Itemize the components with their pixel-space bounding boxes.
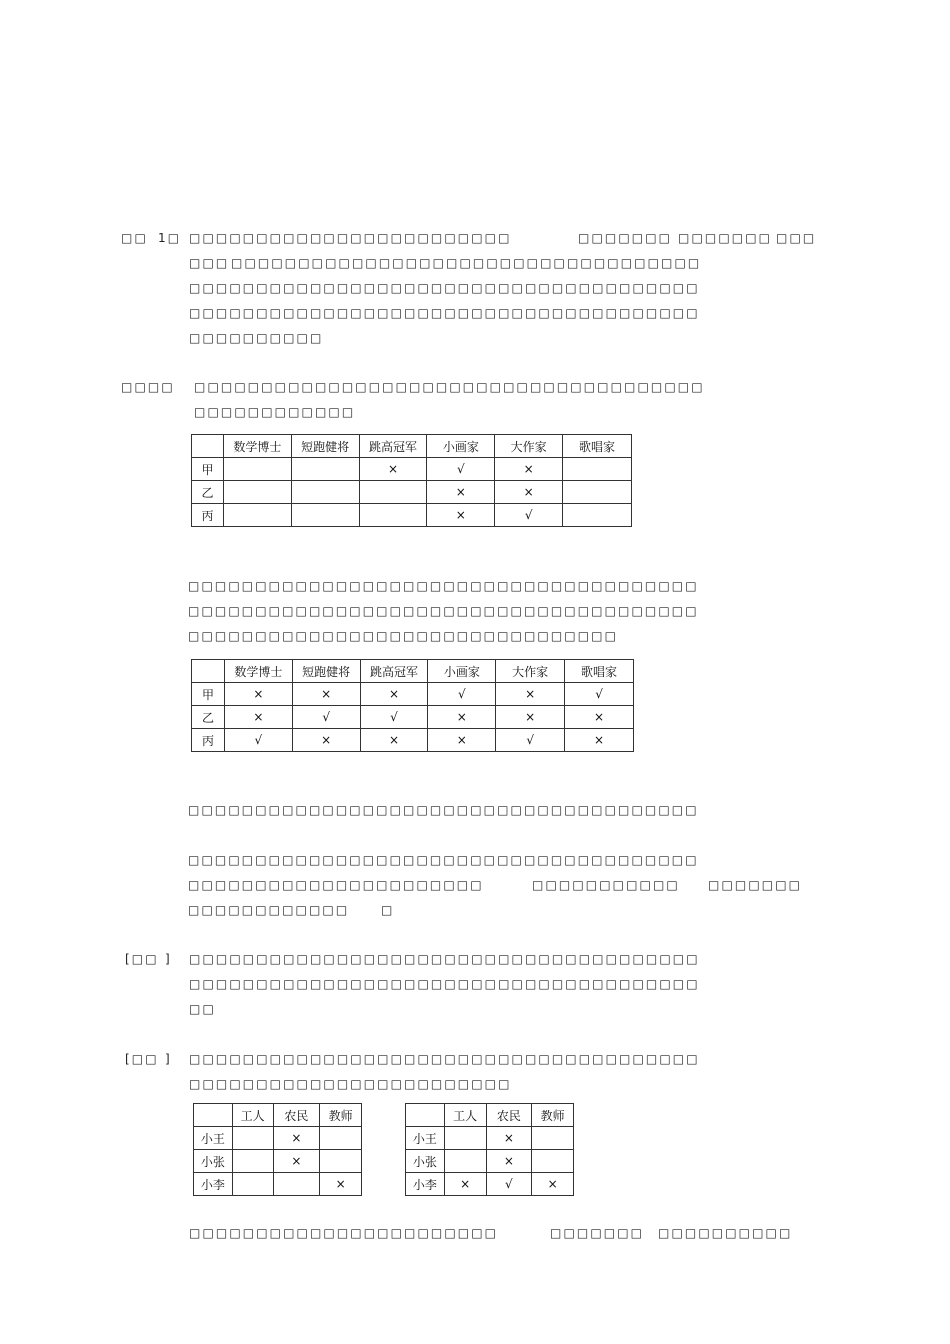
block6-label: [□□ xyxy=(125,1052,159,1066)
header-cell: 小画家 xyxy=(428,660,496,683)
table-cell: √ xyxy=(565,683,634,706)
table-cell xyxy=(444,1150,486,1173)
table-cell: × xyxy=(292,729,360,752)
table-cell: × xyxy=(273,1150,320,1173)
table-cell xyxy=(532,1150,574,1173)
header-cell: 教师 xyxy=(320,1104,362,1127)
table-cell: × xyxy=(428,729,496,752)
table-cell: × xyxy=(360,729,428,752)
header-cell: 工人 xyxy=(232,1104,273,1127)
table-cell: √ xyxy=(495,504,563,527)
table-cell: √ xyxy=(428,683,496,706)
table-cell xyxy=(359,504,427,527)
header-cell: 跳高冠军 xyxy=(359,435,427,458)
para4-line-2-a: □□□□□□□□□□□□□□□□□□□□□□ xyxy=(188,878,484,892)
table-cell: × xyxy=(427,481,495,504)
row-header: 小李 xyxy=(406,1173,445,1196)
table-cell: × xyxy=(495,481,563,504)
table-cell: √ xyxy=(486,1173,532,1196)
block6-line-2: □□□□□□□□□□□□□□□□□□□□□□□□ xyxy=(189,1077,512,1091)
header-cell xyxy=(192,660,225,683)
row-header: 小李 xyxy=(194,1173,233,1196)
example-line-1-d: □□□ xyxy=(776,231,817,245)
table-cell xyxy=(232,1127,273,1150)
para7-line-1-a: □□□□□□□□□□□□□□□□□□□□□□□ xyxy=(189,1226,499,1240)
row-header: 小张 xyxy=(406,1150,445,1173)
block5-line-1: □□□□□□□□□□□□□□□□□□□□□□□□□□□□□□□□□□□□□□ xyxy=(189,952,700,966)
table-cell: × xyxy=(565,706,634,729)
table-cell: × xyxy=(292,683,360,706)
block5-label: [□□ xyxy=(125,952,159,966)
table-jobs-solved xyxy=(405,1103,574,1196)
table-header-row xyxy=(406,1104,574,1127)
example-label: □□ xyxy=(121,231,148,245)
table-row xyxy=(192,458,632,481)
table-row xyxy=(406,1127,574,1150)
table-cell xyxy=(563,504,632,527)
table-jobs-initial xyxy=(193,1103,362,1196)
table-cell xyxy=(223,458,291,481)
table-cell: √ xyxy=(496,729,565,752)
table-header-row xyxy=(192,435,632,458)
para4-line-1: □□□□□□□□□□□□□□□□□□□□□□□□□□□□□□□□□□□□□□ xyxy=(188,853,699,867)
header-cell: 工人 xyxy=(444,1104,486,1127)
table-row xyxy=(406,1150,574,1173)
analysis-line-2: □□□□□□□□□□□□ xyxy=(194,405,356,419)
header-cell: 歌唱家 xyxy=(563,435,632,458)
table-row xyxy=(192,729,634,752)
block6-line-1: □□□□□□□□□□□□□□□□□□□□□□□□□□□□□□□□□□□□□□ xyxy=(189,1052,700,1066)
table-row xyxy=(406,1173,574,1196)
table-cell: × xyxy=(428,706,496,729)
row-header: 小王 xyxy=(194,1127,233,1150)
table-cell: × xyxy=(320,1173,362,1196)
table-cell: √ xyxy=(360,706,428,729)
table-cell: × xyxy=(486,1150,532,1173)
header-cell: 农民 xyxy=(273,1104,320,1127)
header-cell: 跳高冠军 xyxy=(360,660,428,683)
header-cell: 短跑健将 xyxy=(291,435,359,458)
example-line-1-b: □□□□□□□ xyxy=(578,231,673,245)
header-cell: 教师 xyxy=(532,1104,574,1127)
example-line-5: □□□□□□□□□□ xyxy=(189,331,324,345)
table-cell: × xyxy=(224,683,292,706)
analysis-line-1: □□□□□□□□□□□□□□□□□□□□□□□□□□□□□□□□□□□□□□ xyxy=(194,380,705,394)
block5-bracket: ] xyxy=(165,952,172,966)
table-row xyxy=(194,1173,362,1196)
table-talents-initial xyxy=(191,434,632,527)
table-cell: × xyxy=(486,1127,532,1150)
table-cell xyxy=(291,504,359,527)
header-cell xyxy=(194,1104,233,1127)
table-cell xyxy=(223,481,291,504)
row-header: 小张 xyxy=(194,1150,233,1173)
header-cell: 大作家 xyxy=(496,660,565,683)
para4-line-2-b: □□□□□□□□□□□ xyxy=(532,878,680,892)
example-line-1-c: □□□□□□□ xyxy=(678,231,773,245)
header-cell: 短跑健将 xyxy=(292,660,360,683)
table-talents-solved xyxy=(191,659,634,752)
table-header-row xyxy=(192,660,634,683)
table-cell: √ xyxy=(224,729,292,752)
para7-line-1-c: □□□□□□□□□□ xyxy=(658,1226,793,1240)
example-line-2-b: □□□□□□□□□□□□□□□□□□□□□□□□□□□□□□□□□□□ xyxy=(231,256,702,270)
example-number: 1□ xyxy=(158,231,182,245)
table-cell xyxy=(563,458,632,481)
para2-line-2: □□□□□□□□□□□□□□□□□□□□□□□□□□□□□□□□□□□□□□ xyxy=(188,604,699,618)
row-header: 丙 xyxy=(192,504,224,527)
table-cell xyxy=(273,1173,320,1196)
table-cell: × xyxy=(427,504,495,527)
header-cell: 数学博士 xyxy=(223,435,291,458)
table-row xyxy=(192,706,634,729)
table-row xyxy=(194,1150,362,1173)
table-cell: × xyxy=(444,1173,486,1196)
table-cell: × xyxy=(496,706,565,729)
para4-line-3-b: □ xyxy=(381,903,395,917)
table-row xyxy=(192,683,634,706)
table-cell xyxy=(563,481,632,504)
para2-line-3: □□□□□□□□□□□□□□□□□□□□□□□□□□□□□□□□ xyxy=(188,629,619,643)
table-row xyxy=(192,504,632,527)
block5-line-3: □□ xyxy=(189,1002,216,1016)
example-line-1: □□□□□□□□□□□□□□□□□□□□□□□□ xyxy=(189,231,512,245)
table-cell xyxy=(232,1150,273,1173)
table-cell xyxy=(232,1173,273,1196)
para7-line-1-b: □□□□□□□ xyxy=(550,1226,645,1240)
example-line-3: □□□□□□□□□□□□□□□□□□□□□□□□□□□□□□□□□□□□□□ xyxy=(189,281,700,295)
table-header-row xyxy=(194,1104,362,1127)
table-cell: × xyxy=(273,1127,320,1150)
para4-line-2-c: □□□□□□□ xyxy=(708,878,803,892)
block6-bracket: ] xyxy=(165,1052,172,1066)
table-cell xyxy=(291,458,359,481)
row-header: 甲 xyxy=(192,683,225,706)
table-cell: × xyxy=(360,683,428,706)
table-cell xyxy=(223,504,291,527)
table-cell: √ xyxy=(427,458,495,481)
table-cell xyxy=(532,1127,574,1150)
header-cell: 小画家 xyxy=(427,435,495,458)
table-cell: × xyxy=(565,729,634,752)
table-cell: × xyxy=(532,1173,574,1196)
header-cell xyxy=(406,1104,445,1127)
table-cell: √ xyxy=(292,706,360,729)
row-header: 乙 xyxy=(192,481,224,504)
header-cell: 歌唱家 xyxy=(565,660,634,683)
row-header: 乙 xyxy=(192,706,225,729)
table-cell xyxy=(359,481,427,504)
row-header: 甲 xyxy=(192,458,224,481)
analysis-label: □□□□ xyxy=(121,380,175,394)
para4-line-3-a: □□□□□□□□□□□□ xyxy=(188,903,350,917)
table-cell xyxy=(444,1127,486,1150)
para3-line-1: □□□□□□□□□□□□□□□□□□□□□□□□□□□□□□□□□□□□□□ xyxy=(188,803,699,817)
block5-line-2: □□□□□□□□□□□□□□□□□□□□□□□□□□□□□□□□□□□□□□ xyxy=(189,977,700,991)
header-cell xyxy=(192,435,224,458)
example-line-2-a: □□□ xyxy=(189,256,230,270)
para2-line-1: □□□□□□□□□□□□□□□□□□□□□□□□□□□□□□□□□□□□□□ xyxy=(188,579,699,593)
header-cell: 大作家 xyxy=(495,435,563,458)
table-row xyxy=(194,1127,362,1150)
table-cell: × xyxy=(496,683,565,706)
header-cell: 农民 xyxy=(486,1104,532,1127)
table-row xyxy=(192,481,632,504)
table-cell: × xyxy=(495,458,563,481)
table-cell: × xyxy=(224,706,292,729)
example-line-4: □□□□□□□□□□□□□□□□□□□□□□□□□□□□□□□□□□□□□□ xyxy=(189,306,700,320)
header-cell: 数学博士 xyxy=(224,660,292,683)
row-header: 小王 xyxy=(406,1127,445,1150)
table-cell: × xyxy=(359,458,427,481)
row-header: 丙 xyxy=(192,729,225,752)
table-cell xyxy=(320,1150,362,1173)
table-cell xyxy=(291,481,359,504)
table-cell xyxy=(320,1127,362,1150)
